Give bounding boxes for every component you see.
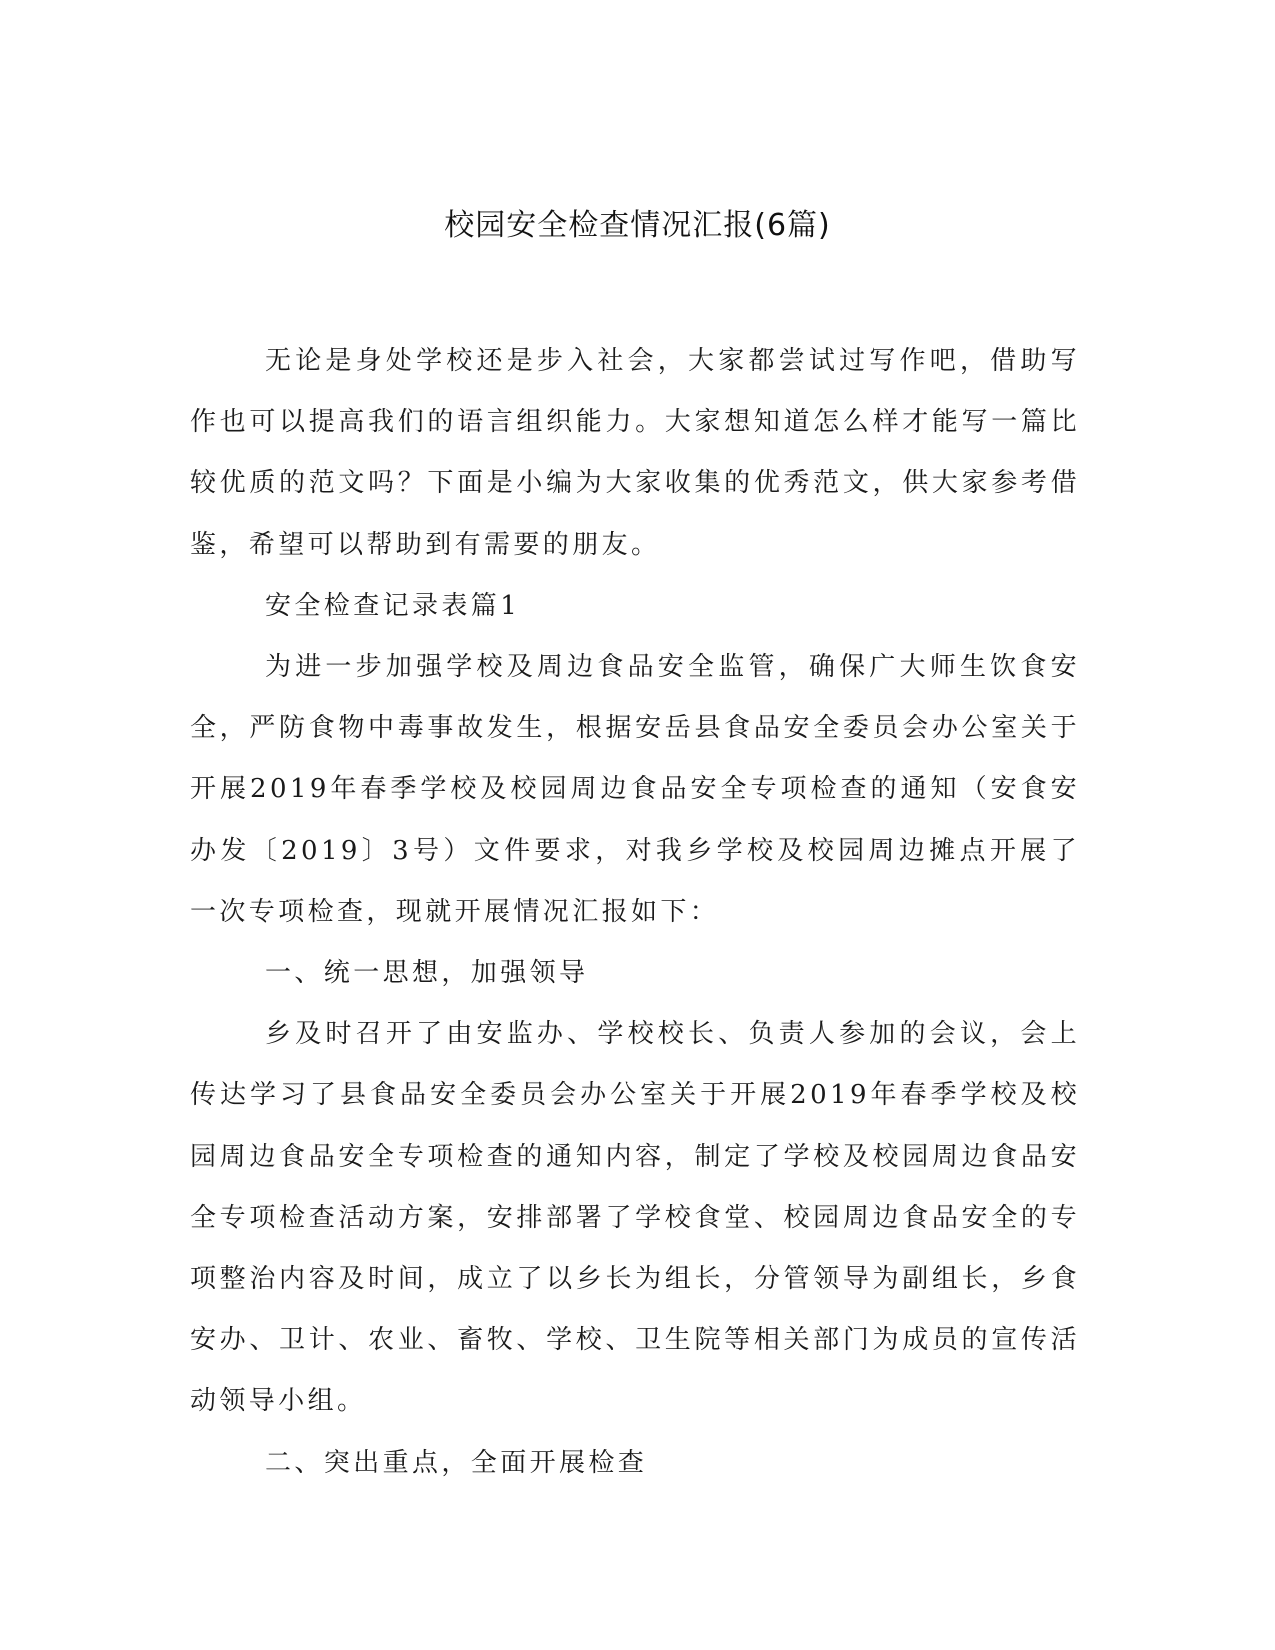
intro-paragraph: 无论是身处学校还是步入社会，大家都尝试过写作吧，借助写作也可以提高我们的语言组织能力。大家想知道怎么样才能写一篇比较优质的范文吗？下面是小编为大家收集的优秀范文，供大家参考借鉴，希望可以帮助到有需要的朋友。	[190, 346, 1080, 560]
document-body	[190, 331, 1080, 1494]
section-heading-2: 二、突出重点，全面开展检查	[265, 1447, 648, 1478]
document-title: 校园安全检查情况汇报(6篇)	[444, 208, 831, 243]
body-paragraph-leadership: 乡及时召开了由安监办、学校校长、负责人参加的会议，会上传达学习了县食品安全委员会办公室关于开展2019年春季学校及校园周边食品安全专项检查的通知内容，制定了学校及校园周边食品安全专项检查活动方案，安排部署了学校食堂、校园周边食品安全的专项整治内容及时间，成立了以乡长为组长，分管领导为副组长，乡食安办、卫计、农业、畜牧、学校、卫生院等相关部门为成员的宣传活动领导小组。	[190, 1019, 1080, 1417]
body-paragraph-background: 为进一步加强学校及周边食品安全监管，确保广大师生饮食安全，严防食物中毒事故发生，根据安岳县食品安全委员会办公室关于开展2019年春季学校及校园周边食品安全专项检查的通知（安食安办发〔2019〕3号）文件要求，对我乡学校及校园周边摊点开展了一次专项检查，现就开展情况汇报如下：	[190, 652, 1080, 927]
section-heading-1: 一、统一思想，加强领导	[265, 958, 589, 989]
section-heading-record-1: 安全检查记录表篇1	[265, 590, 521, 621]
